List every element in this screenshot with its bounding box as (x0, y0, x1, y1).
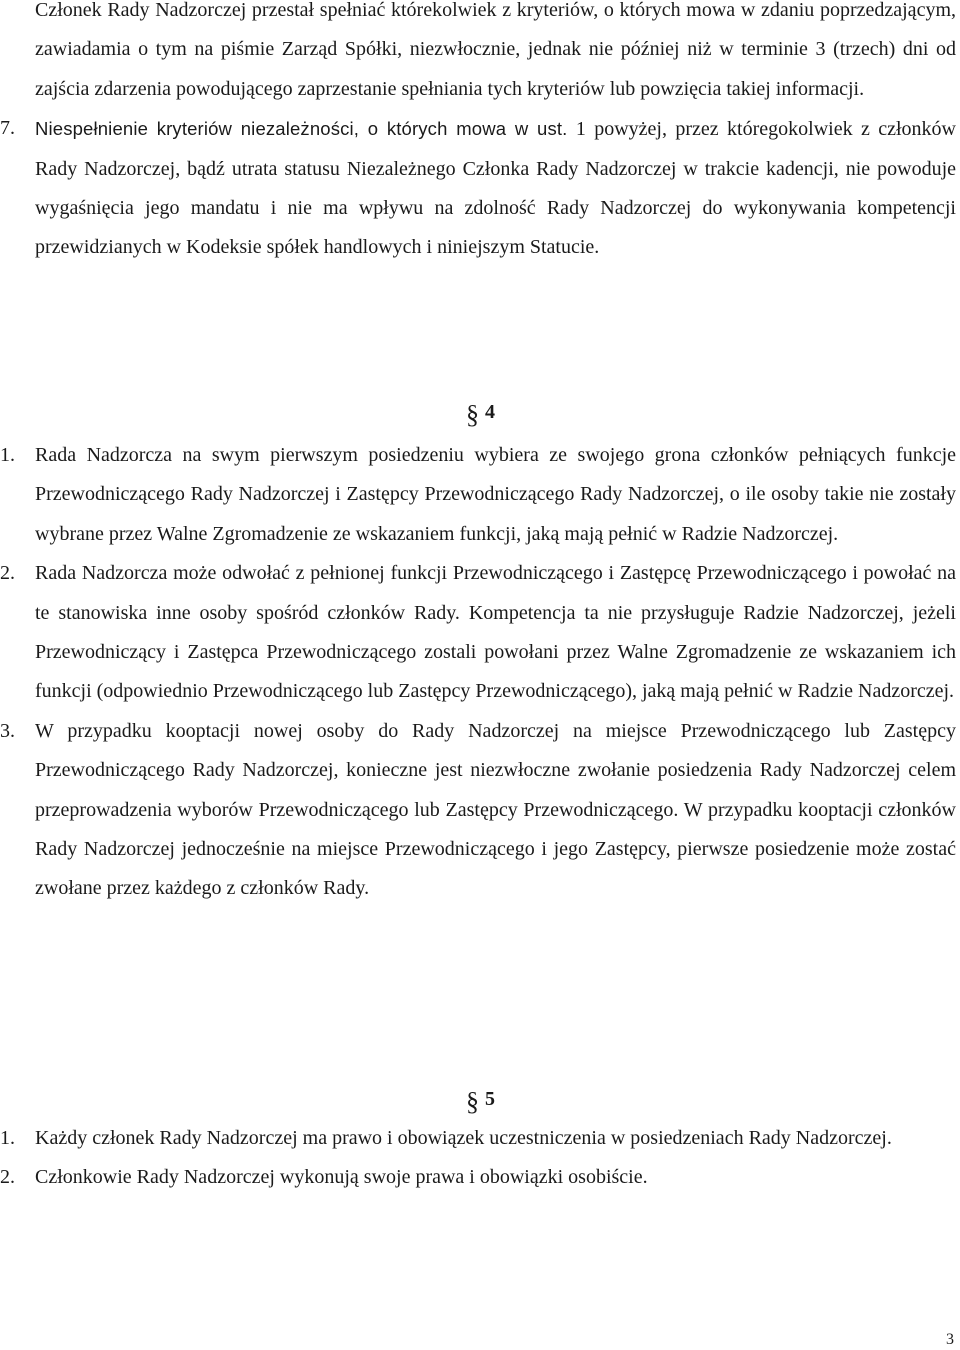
section-number: 4 (485, 401, 495, 423)
section-4-body (0, 436, 956, 909)
list-item-7: 7. Niespełnienie kryteriów niezależności, o których mowa w ust. 1 powyżej, przez któregokolwiek z członków Rady Nadzorczej, bądź utrata statusu Niezależnego Członka Rady Nadzorczej w trakcie kadencji, nie powoduje wygaśnięcia jego mandatu i nie ma wpływu na zdolność Rady Nadzorczej do wykonywania kompetencji przewidzianych w Kodeksie spółek handlowych i niniejszym Statucie. (35, 109, 956, 268)
list-item-text: Członkowie Rady Nadzorczej wykonują swoje prawa i obowiązki osobiście. (35, 1166, 648, 1189)
list-item: 2. Członkowie Rady Nadzorczej wykonują swoje prawa i obowiązki osobiście. (35, 1158, 956, 1197)
item7-sans-text: Niespełnienie kryteriów niezależności, o których mowa w ust. (35, 118, 568, 140)
top-block (0, 0, 956, 268)
list-item-text (35, 109, 956, 268)
section-heading-5 (466, 1087, 495, 1114)
list-item-text: Rada Nadzorcza na swym pierwszym posiedzeniu wybiera ze swojego grona członków pełniących funkcje Przewodniczącego Rady Nadzorczej i Zastępcy Przewodniczącego Rady Nadzorczej, o ile osoby takie nie zostały wybrane przez Walne Zgromadzenie ze wskazaniem funkcji, jaką mają pełnić w Radzie Nadzorczej. (35, 444, 956, 545)
continued-paragraph: Członek Rady Nadzorczej przestał spełniać którekolwiek z kryteriów, o których mowa w zdaniu poprzedzającym, zawiadamia o tym na piśmie Zarząd Spółki, niezwłocznie, jednak nie później niż w terminie 3 (trzech) dni od zajścia zdarzenia powodującego zaprzestanie spełniania tych kryteriów lub powzięcia takiej informacji. (35, 0, 956, 100)
section-5-body (0, 1119, 956, 1198)
item7-serif-text: 1 powyżej, przez któregokolwiek z członków Rady Nadzorczej, bądź utrata statusu Niezależnego Członka Rady Nadzorczej w trakcie kadencji, nie powoduje wygaśnięcia jego mandatu i nie ma wpływu na zdolność Rady Nadzorczej do wykonywania kompetencji przewidzianych w Kodeksie spółek handlowych i niniejszym Statucie. (35, 118, 956, 259)
list-item: 2. Rada Nadzorcza może odwołać z pełnionej funkcji Przewodniczącego i Zastępcę Przewodniczącego i powołać na te stanowiska inne osoby spośród członków Rady. Kompetencja ta nie przysługuje Radzie Nadzorczej, jeżeli Przewodniczący i Zastępca Przewodniczącego zostali powołani przez Walne Zgromadzenie ze wskazaniem ich funkcji (odpowiednio Przewodniczącego lub Zastępcy Przewodniczącego), jaką mają pełnić w Radzie Nadzorczej. (35, 554, 956, 712)
list-item-text: Każdy członek Rady Nadzorczej ma prawo i obowiązek uczestniczenia w posiedzeniach Rady Nadzorczej. (35, 1127, 892, 1149)
section-heading-4 (466, 400, 495, 427)
list-item: 3. W przypadku kooptacji nowej osoby do Rady Nadzorczej na miejsce Przewodniczącego lub Zastępcy Przewodniczącego Rady Nadzorczej, konieczne jest niezwłoczne zwołanie posiedzenia Rady Nadzorczej celem przeprowadzenia wyborów Przewodniczącego lub Zastępcy Przewodniczącego. W przypadku kooptacji członków Rady Nadzorczej jednocześnie na miejsce Przewodniczącego i jego Zastępcy, pierwsze posiedzenie może zostać zwołane przez każdego z członków Rady. (35, 712, 956, 909)
section-symbol: § (466, 1087, 479, 1116)
list-item-text: W przypadku kooptacji nowej osoby do Rady Nadzorczej na miejsce Przewodniczącego lub Zastępcy Przewodniczącego Rady Nadzorczej, konieczne jest niezwłoczne zwołanie posiedzenia Rady Nadzorczej celem przeprowadzenia wyborów Przewodniczącego lub Zastępcy Przewodniczącego. W przypadku kooptacji członków Rady Nadzorczej jednocześnie na miejsce Przewodniczącego i jego Zastępcy, pierwsze posiedzenie może zostać zwołane przez każdego z członków Rady. (35, 719, 956, 900)
section-number: 5 (485, 1088, 495, 1110)
list-item: 1. Rada Nadzorcza na swym pierwszym posiedzeniu wybiera ze swojego grona członków pełniących funkcje Przewodniczącego Rady Nadzorczej i Zastępcy Przewodniczącego Rady Nadzorczej, o ile osoby takie nie zostały wybrane przez Walne Zgromadzenie ze wskazaniem funkcji, jaką mają pełnić w Radzie Nadzorczej. (35, 436, 956, 554)
list-item-text: Rada Nadzorcza może odwołać z pełnionej funkcji Przewodniczącego i Zastępcę Przewodniczącego i powołać na te stanowiska inne osoby spośród członków Rady. Kompetencja ta nie przysługuje Radzie Nadzorczej, jeżeli Przewodniczący i Zastępca Przewodniczącego zostali powołani przez Walne Zgromadzenie ze wskazaniem ich funkcji (odpowiednio Przewodniczącego lub Zastępcy Przewodniczącego), jaką mają pełnić w Radzie Nadzorczej. (35, 562, 956, 703)
list-item: 1. Każdy członek Rady Nadzorczej ma prawo i obowiązek uczestniczenia w posiedzeniach Rady Nadzorczej. (35, 1119, 956, 1158)
page-number: 3 (946, 1331, 954, 1348)
section-symbol: § (466, 400, 479, 429)
